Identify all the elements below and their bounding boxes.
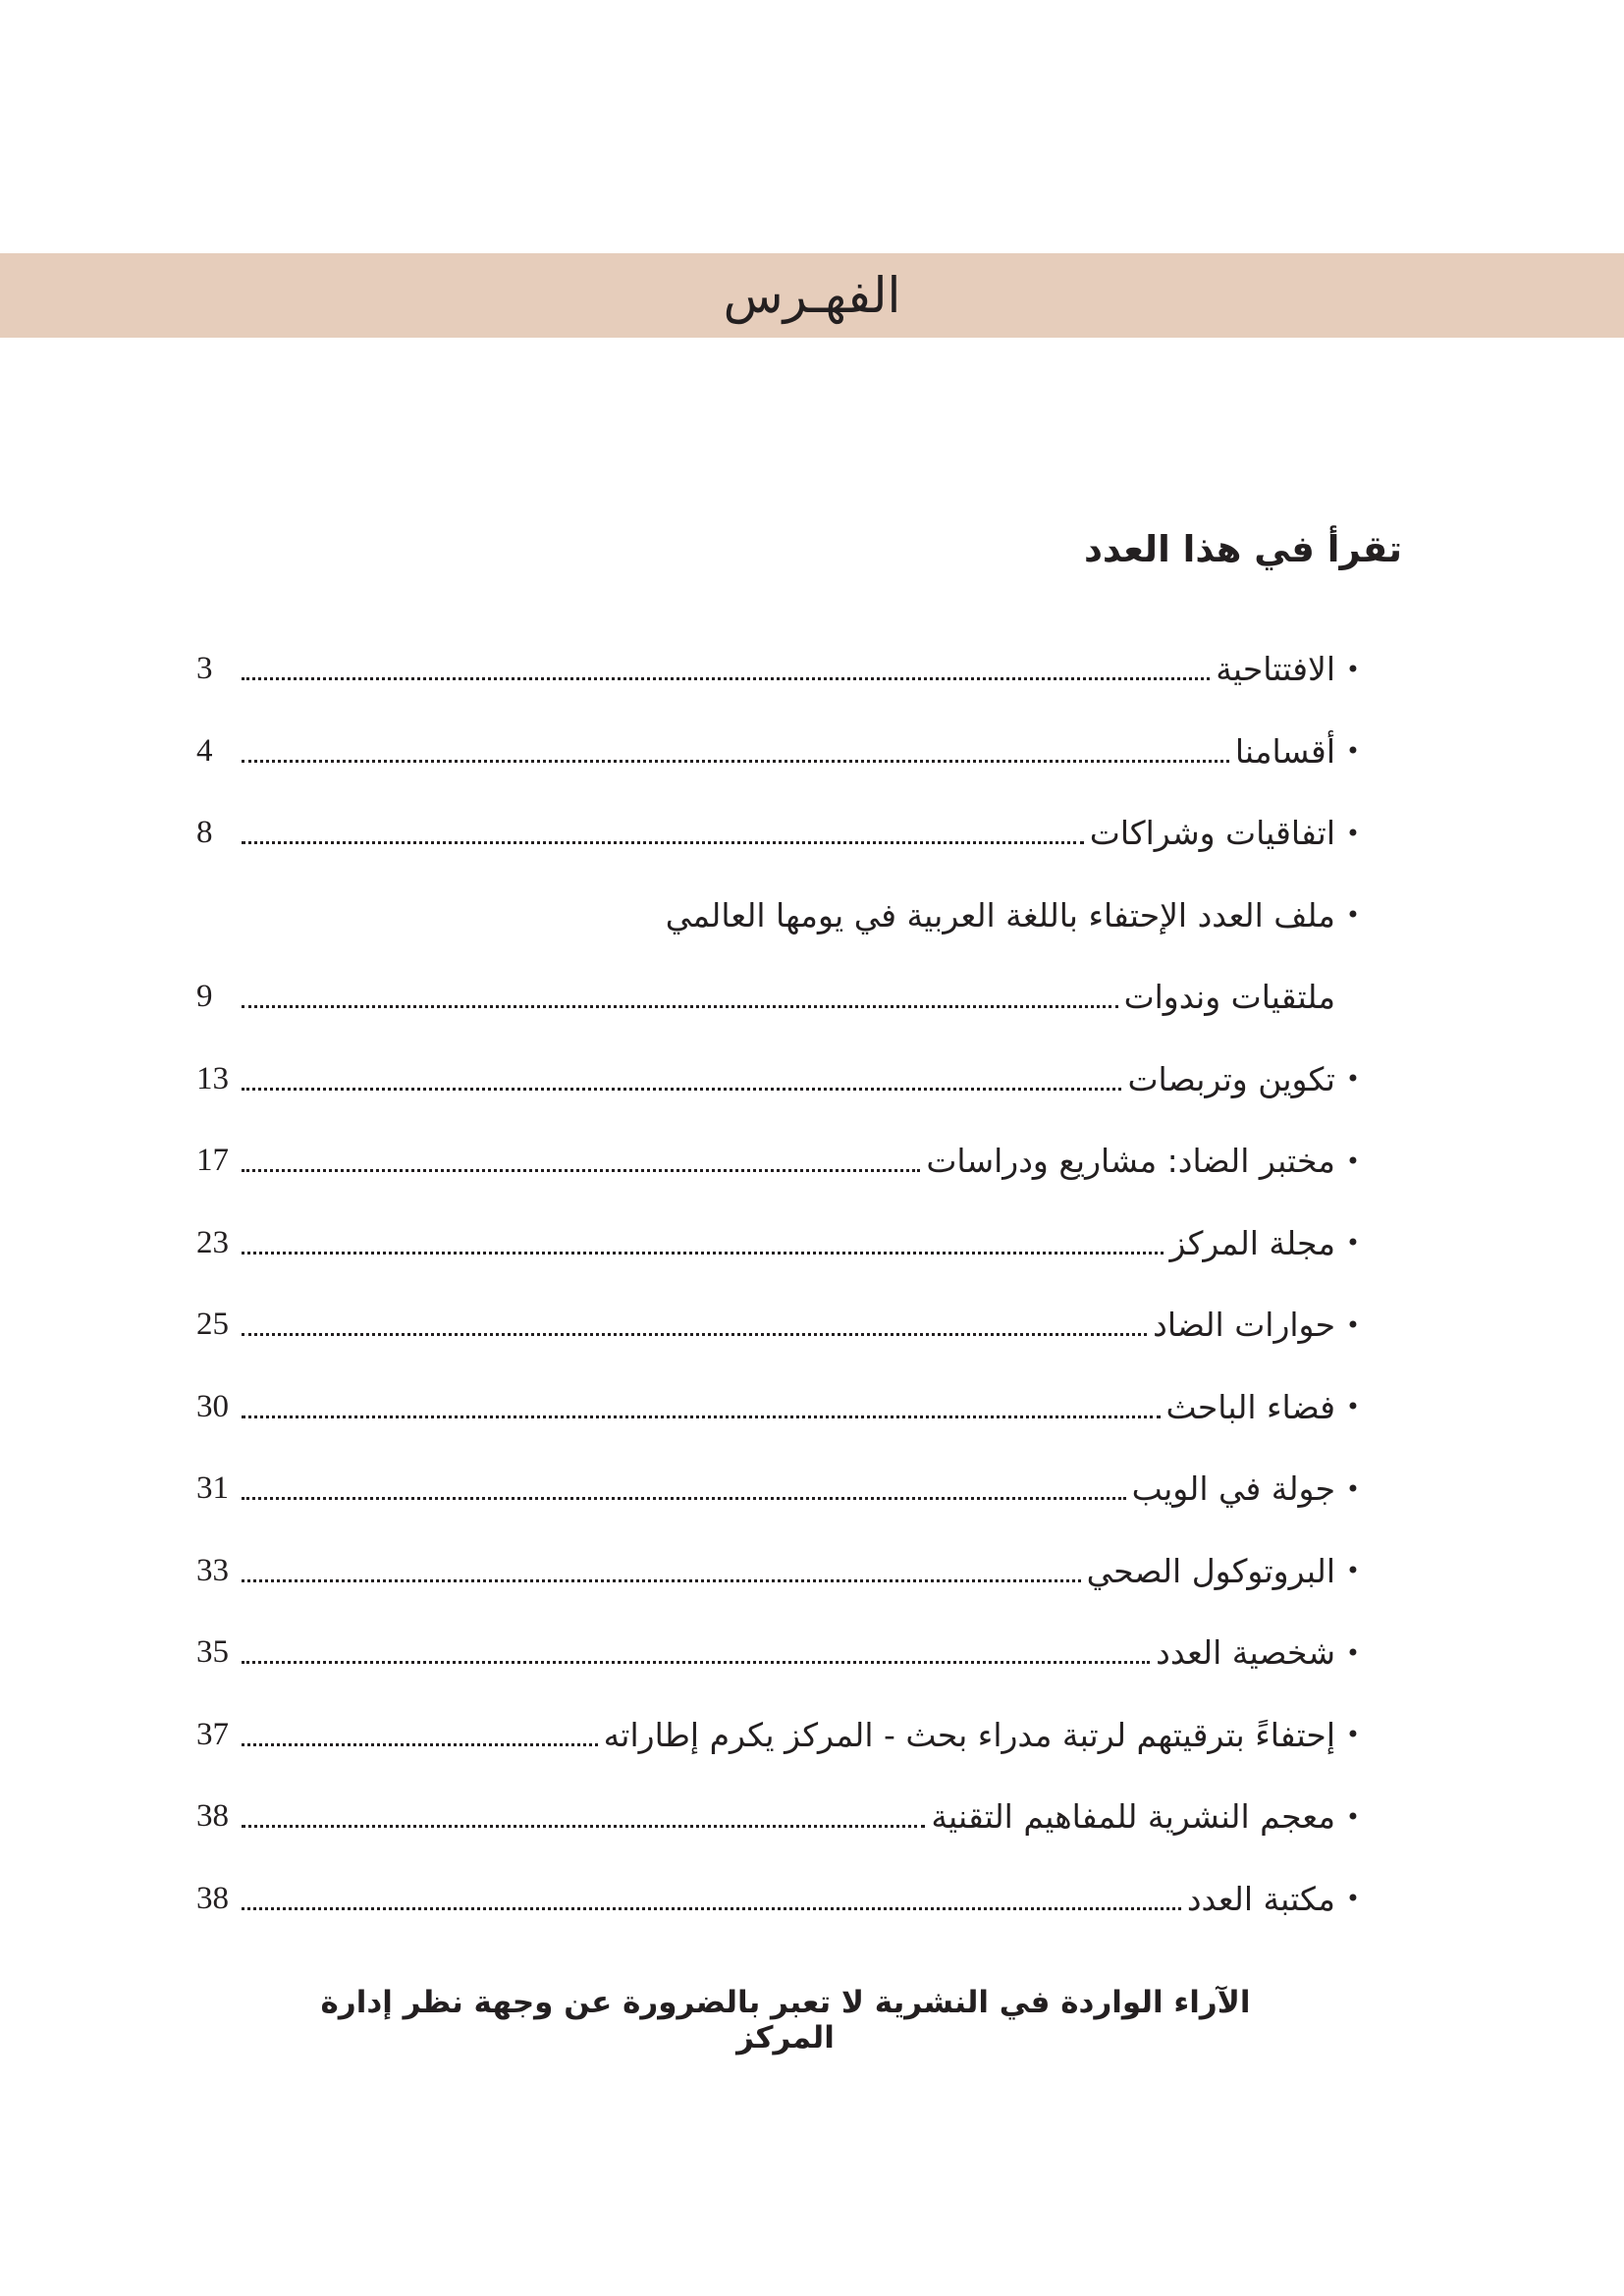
toc-page-number: 17: [196, 1143, 229, 1179]
dot-leader: [242, 677, 1210, 680]
bullet-icon: •: [1345, 655, 1361, 683]
toc-page-number: 25: [196, 1307, 229, 1343]
dot-leader: [242, 1743, 598, 1746]
toc-entry-title: اتفاقيات وشراكات: [1089, 814, 1335, 853]
toc-page-number: 35: [196, 1634, 229, 1671]
toc-entry[interactable]: [196, 1448, 1371, 1530]
page-title: الفهـرس: [723, 267, 901, 324]
bullet-icon: •: [1345, 1229, 1361, 1257]
toc-entry-title: مكتبة العدد: [1186, 1879, 1335, 1918]
toc-entry-title: البروتوكول الصحي: [1086, 1551, 1335, 1590]
bullet-icon: •: [1345, 737, 1361, 766]
toc-entry-title: حوارات الضاد: [1153, 1306, 1335, 1345]
bullet-icon: •: [1345, 901, 1361, 930]
toc-page-number: 13: [196, 1060, 229, 1096]
bullet-icon: •: [1345, 1065, 1361, 1094]
header-band: [0, 253, 1624, 338]
toc-page-number: 8: [196, 815, 213, 851]
toc-entry-title: تكوين وتربصات: [1127, 1059, 1335, 1098]
bullet-icon: •: [1345, 1147, 1361, 1175]
toc-page-number: 37: [196, 1716, 229, 1752]
bullet-icon: •: [1345, 1474, 1361, 1503]
toc-entry-title: معجم النشرية للمفاهيم التقنية: [931, 1797, 1335, 1837]
toc-entry[interactable]: [196, 1202, 1371, 1285]
dot-leader: [242, 1415, 1161, 1418]
toc-entry[interactable]: [196, 1858, 1371, 1941]
bullet-icon: •: [1345, 1885, 1361, 1913]
bullet-icon: •: [1345, 1393, 1361, 1421]
toc-heading: تقرأ في هذا العدد: [1083, 528, 1402, 570]
dot-leader: [242, 841, 1084, 844]
toc-page-number: 33: [196, 1552, 229, 1588]
toc-entry-title: فضاء الباحث: [1165, 1387, 1335, 1426]
toc-entry-title: الافتتاحية: [1216, 650, 1335, 689]
dot-leader: [242, 1497, 1126, 1500]
bullet-icon: •: [1345, 1721, 1361, 1749]
toc-page-number: 9: [196, 979, 213, 1015]
table-of-contents: [196, 628, 1371, 1940]
toc-entry[interactable]: [196, 1612, 1371, 1694]
toc-entry[interactable]: [196, 1120, 1371, 1202]
toc-page-number: 23: [196, 1224, 229, 1260]
bullet-icon: •: [1345, 1557, 1361, 1585]
toc-entry[interactable]: [196, 956, 1371, 1039]
dot-leader: [242, 1661, 1150, 1664]
toc-entry-title: شخصية العدد: [1156, 1633, 1335, 1673]
toc-page-number: 38: [196, 1798, 229, 1835]
dot-leader: [242, 760, 1229, 763]
toc-entry[interactable]: [196, 875, 1371, 957]
toc-page-number: 4: [196, 732, 213, 769]
bullet-icon: •: [1345, 1802, 1361, 1831]
toc-entry-title: جولة في الويب: [1131, 1469, 1335, 1509]
bullet-icon: •: [1345, 819, 1361, 847]
toc-entry[interactable]: [196, 1284, 1371, 1366]
bullet-icon: •: [1345, 1310, 1361, 1339]
toc-page-number: 30: [196, 1388, 229, 1424]
toc-entry-title: ملتقيات وندوات: [1123, 978, 1335, 1017]
toc-entry[interactable]: [196, 1039, 1371, 1121]
dot-leader: [242, 1579, 1081, 1582]
toc-entry[interactable]: [196, 628, 1371, 711]
toc-entry-title: مجلة المركز: [1169, 1223, 1335, 1262]
bullet-icon: •: [1345, 1638, 1361, 1667]
dot-leader: [242, 1088, 1121, 1091]
toc-page-number: 3: [196, 651, 213, 687]
disclaimer-note: الآراء الواردة في النشرية لا تعبر بالضرورة عن وجهة نظر إدارة المركز: [320, 1985, 1251, 2056]
toc-entry-title: إحتفاءً بترقيتهم لرتبة مدراء بحث - المركز يكرم إطاراته: [603, 1715, 1335, 1754]
toc-entry[interactable]: [196, 711, 1371, 793]
dot-leader: [242, 1333, 1147, 1336]
toc-entry-title: ملف العدد الإحتفاء باللغة العربية في يومها العالمي: [665, 895, 1335, 934]
dot-leader: [242, 1005, 1118, 1008]
dot-leader: [242, 1907, 1181, 1910]
toc-entry[interactable]: [196, 1530, 1371, 1613]
toc-entry-title: مختبر الضاد: مشاريع ودراسات: [926, 1142, 1335, 1181]
toc-entry[interactable]: [196, 1776, 1371, 1858]
dot-leader: [242, 1169, 920, 1172]
toc-page-number: 38: [196, 1880, 229, 1916]
toc-entry[interactable]: [196, 792, 1371, 875]
dot-leader: [242, 1825, 925, 1828]
toc-entry[interactable]: [196, 1366, 1371, 1449]
toc-entry[interactable]: [196, 1694, 1371, 1777]
toc-page-number: 31: [196, 1470, 229, 1507]
toc-entry-title: أقسامنا: [1234, 731, 1335, 771]
dot-leader: [242, 1252, 1164, 1255]
